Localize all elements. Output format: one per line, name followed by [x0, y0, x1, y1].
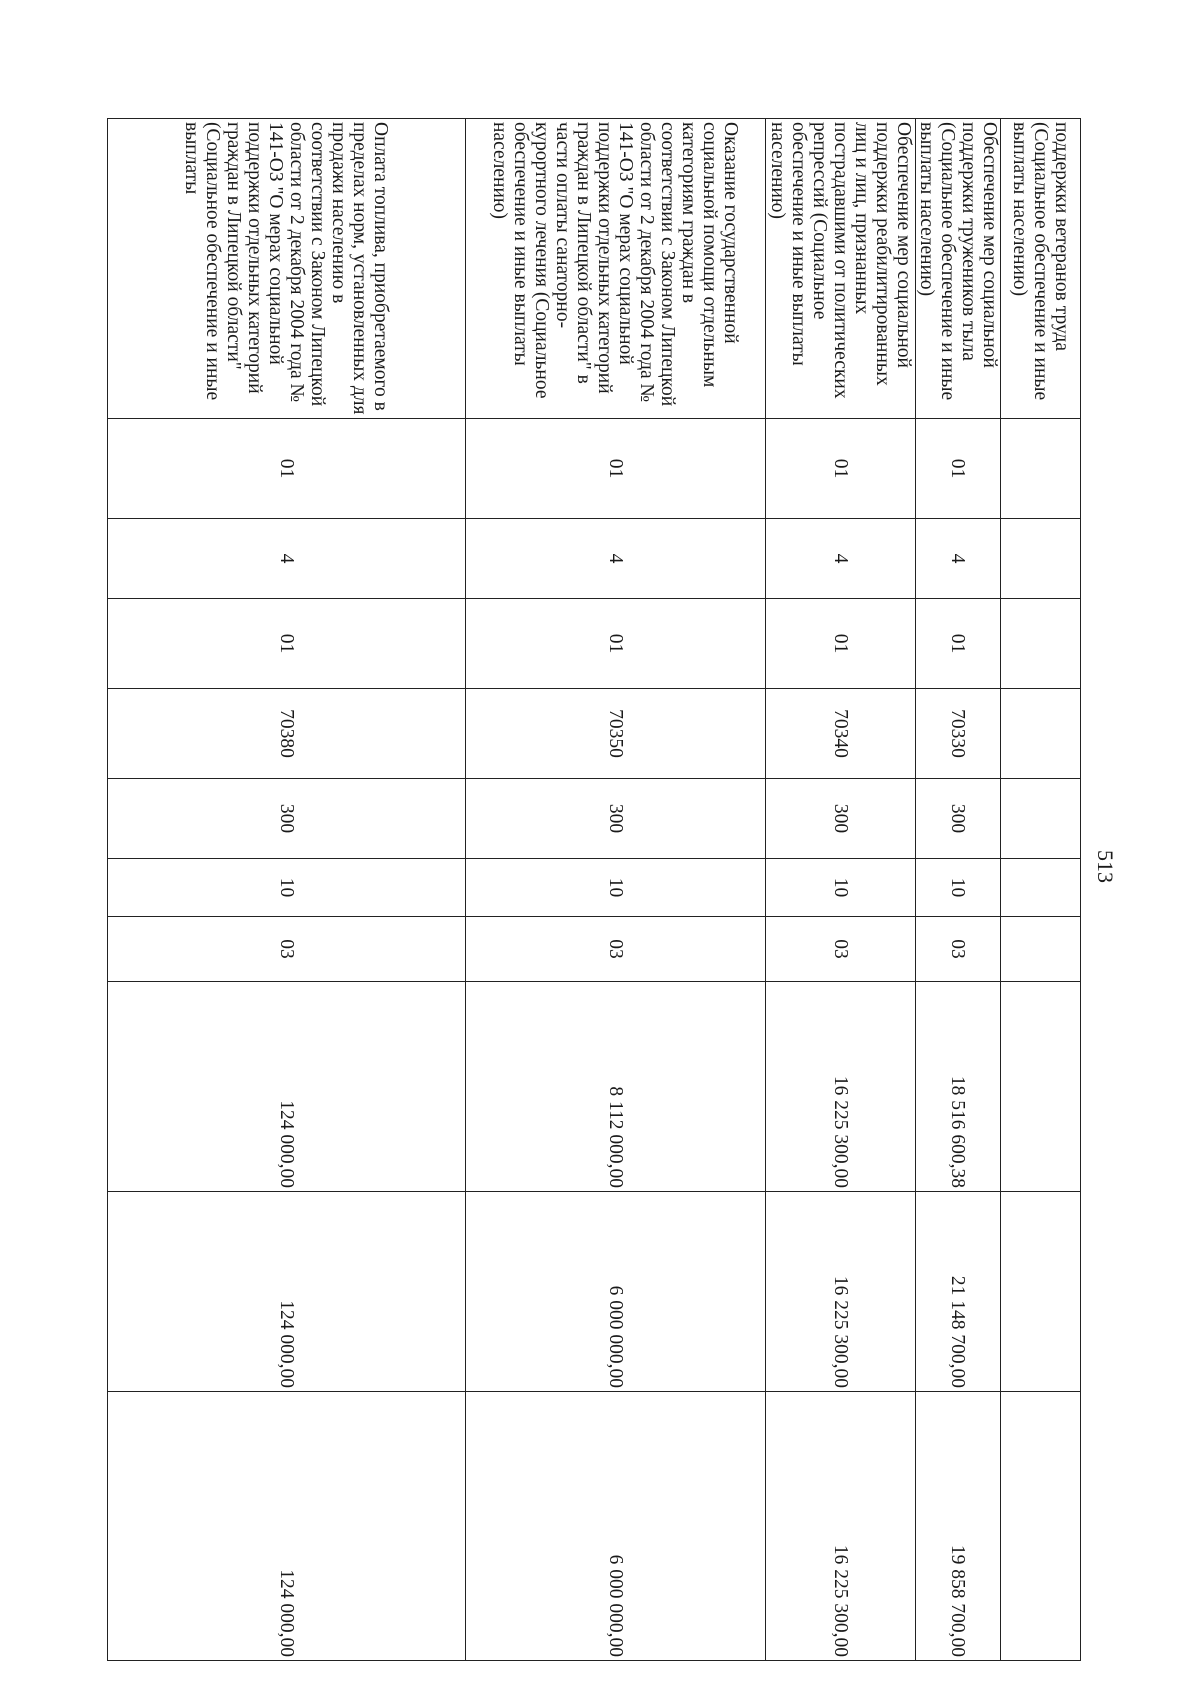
section-cell: 4 [766, 519, 916, 599]
amount1-cell: 16 225 300,00 [766, 982, 916, 1192]
code2-cell: 03 [766, 917, 916, 982]
subsection-cell [1001, 599, 1081, 689]
amount2-cell: 124 000,00 [108, 1192, 466, 1392]
amount2-cell: 6 000 000,00 [466, 1192, 766, 1392]
amount2-cell [1001, 1192, 1081, 1392]
amount3-cell: 19 858 700,00 [916, 1392, 1001, 1661]
target-cell: 70340 [766, 689, 916, 779]
section-cell [1001, 519, 1081, 599]
code1-cell [1001, 859, 1081, 917]
section-cell: 4 [466, 519, 766, 599]
amount1-cell: 124 000,00 [108, 982, 466, 1192]
row-description: Оказание государственной социальной помощи отдельным категориям граждан в соответствии с Законом Липецкой области от 2 декабря 2004 года № 141-ОЗ "О мерах социальной поддержки отдельных категорий граждан в Липецкой области" в части оплаты санаторно-курортного лечения (Социальное обеспечение и иные выплаты населению) [466, 119, 766, 419]
table-row [916, 119, 1001, 1661]
budget-table [107, 118, 1081, 1661]
section-cell: 4 [108, 519, 466, 599]
amount3-cell: 16 225 300,00 [766, 1392, 916, 1661]
expense-type-cell: 300 [766, 779, 916, 859]
amount3-cell [1001, 1392, 1081, 1661]
code2-cell: 03 [108, 917, 466, 982]
code2-cell: 03 [916, 917, 1001, 982]
table-row [108, 119, 466, 1661]
code2-cell: 03 [466, 917, 766, 982]
grbs-cell: 01 [466, 419, 766, 519]
expense-type-cell: 300 [466, 779, 766, 859]
amount1-cell [1001, 982, 1081, 1192]
target-cell: 70330 [916, 689, 1001, 779]
target-cell [1001, 689, 1081, 779]
code1-cell: 10 [466, 859, 766, 917]
amount2-cell: 21 148 700,00 [916, 1192, 1001, 1392]
code1-cell: 10 [916, 859, 1001, 917]
target-cell: 70380 [108, 689, 466, 779]
amount3-cell: 6 000 000,00 [466, 1392, 766, 1661]
code2-cell [1001, 917, 1081, 982]
row-description: поддержки ветеранов труда (Социальное обеспечение и иные выплаты населению) [1001, 119, 1081, 419]
grbs-cell: 01 [916, 419, 1001, 519]
code1-cell: 10 [766, 859, 916, 917]
grbs-cell: 01 [766, 419, 916, 519]
row-description: Обеспечение мер социальной поддержки реабилитированных лиц и лиц, признанных пострадавшими от политических репрессий (Социальное обеспечение и иные выплаты населению) [766, 119, 916, 419]
target-cell: 70350 [466, 689, 766, 779]
rotated-table-container [125, 118, 1081, 1660]
grbs-cell: 01 [108, 419, 466, 519]
row-description: Оплата топлива, приобретаемого в пределах норм, установленных для продажи населению в соответствии с Законом Липецкой области от 2 декабря 2004 года № 141-ОЗ "О мерах социальной поддержки отдельных категорий граждан в Липецкой области" (Социальное обеспечение и иные выплаты [108, 119, 466, 419]
row-description: Обеспечение мер социальной поддержки тружеников тыла (Социальное обеспечение и иные выплаты населению) [916, 119, 1001, 419]
subsection-cell: 01 [916, 599, 1001, 689]
code1-cell: 10 [108, 859, 466, 917]
table-row [1001, 119, 1081, 1661]
table-row [466, 119, 766, 1661]
amount1-cell: 8 112 000,00 [466, 982, 766, 1192]
table-row [766, 119, 916, 1661]
amount3-cell: 124 000,00 [108, 1392, 466, 1661]
grbs-cell [1001, 419, 1081, 519]
amount1-cell: 18 516 600,38 [916, 982, 1001, 1192]
expense-type-cell: 300 [108, 779, 466, 859]
expense-type-cell: 300 [916, 779, 1001, 859]
subsection-cell: 01 [466, 599, 766, 689]
subsection-cell: 01 [766, 599, 916, 689]
amount2-cell: 16 225 300,00 [766, 1192, 916, 1392]
page-number: 513 [1093, 850, 1118, 883]
subsection-cell: 01 [108, 599, 466, 689]
expense-type-cell [1001, 779, 1081, 859]
section-cell: 4 [916, 519, 1001, 599]
